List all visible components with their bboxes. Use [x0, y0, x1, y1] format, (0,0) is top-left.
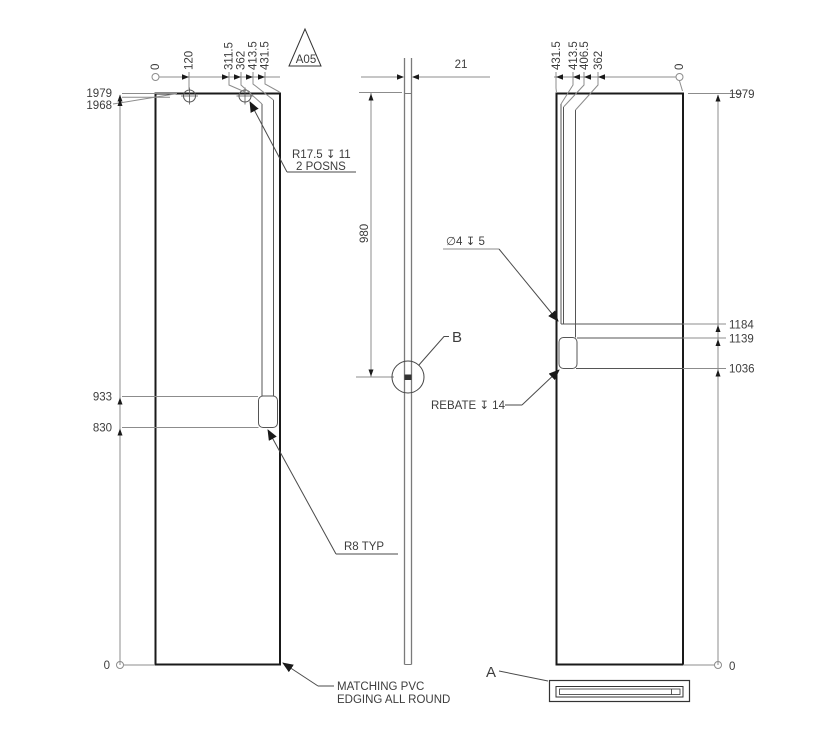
dim-label: 431.5: [259, 41, 272, 70]
detail-outline: [550, 681, 690, 702]
dim-label: 0: [103, 660, 110, 672]
note-text: EDGING ALL ROUND: [337, 694, 451, 706]
dim-label: 830: [92, 422, 112, 435]
r8-note: [268, 430, 398, 554]
hole-marker: [181, 88, 198, 105]
rebate-note: [431, 370, 559, 412]
dim-label: 1968: [86, 100, 112, 112]
datum-circle: [676, 74, 683, 81]
dim-label: 1036: [729, 363, 755, 376]
dim-label: 933: [92, 391, 112, 404]
edge-strip: [556, 687, 683, 698]
note-text: MATCHING PVC: [337, 681, 425, 693]
handle-cutout: [259, 396, 278, 428]
edge-hole-section: [405, 375, 412, 381]
dim-label: 311.5: [223, 42, 236, 70]
hole-note: [443, 236, 558, 321]
note-text: R8 TYP: [344, 541, 385, 553]
detail-b-balloon: [392, 329, 462, 393]
note-text: 2 POSNS: [296, 161, 346, 173]
dim-label: 0: [150, 63, 162, 70]
flag-label: A05: [295, 54, 317, 66]
dim-label: 431.5: [551, 41, 563, 70]
rebate-cutout: [559, 338, 577, 369]
dim-label: 413.5: [568, 41, 580, 70]
revision-flag: [289, 29, 321, 66]
radius-note: [250, 102, 356, 173]
hole-marker: [237, 88, 254, 105]
note-text: REBATE ↧ 14: [431, 400, 505, 412]
detail-a-view: [486, 664, 690, 702]
edging-strip-inner: [560, 689, 681, 695]
dim-label: 120: [183, 50, 196, 70]
detail-label: A: [486, 664, 497, 681]
left-side-dimensions: [86, 88, 258, 672]
dim-label: 980: [359, 223, 371, 243]
detail-label: B: [452, 329, 463, 346]
right-top-dimensions: [551, 41, 686, 110]
dim-label: 0: [674, 63, 686, 70]
dim-label: 362: [593, 50, 605, 70]
note-text: R17.5 ↧ 11: [292, 149, 351, 161]
right-side-dimensions: [683, 89, 755, 673]
edge-view: [356, 58, 558, 665]
left-panel-outline: [156, 94, 281, 665]
edging-note: [283, 663, 450, 706]
right-panel-view: [431, 41, 755, 673]
dim-label: 413.5: [247, 41, 260, 70]
note-text: ∅4 ↧ 5: [446, 236, 485, 248]
dim-label: 0: [729, 661, 736, 673]
dim-label: 1139: [729, 333, 754, 346]
thickness-dimension: [361, 59, 490, 80]
dim-label: 406.5: [579, 41, 591, 70]
dim-label: 1979: [86, 88, 112, 100]
dim-label: 1184: [729, 319, 754, 332]
datum-circle: [152, 74, 159, 81]
length-dimension: [356, 93, 402, 378]
dim-label: 362: [235, 50, 248, 70]
dim-label: 21: [454, 59, 468, 71]
dim-label: 1979: [729, 89, 755, 101]
